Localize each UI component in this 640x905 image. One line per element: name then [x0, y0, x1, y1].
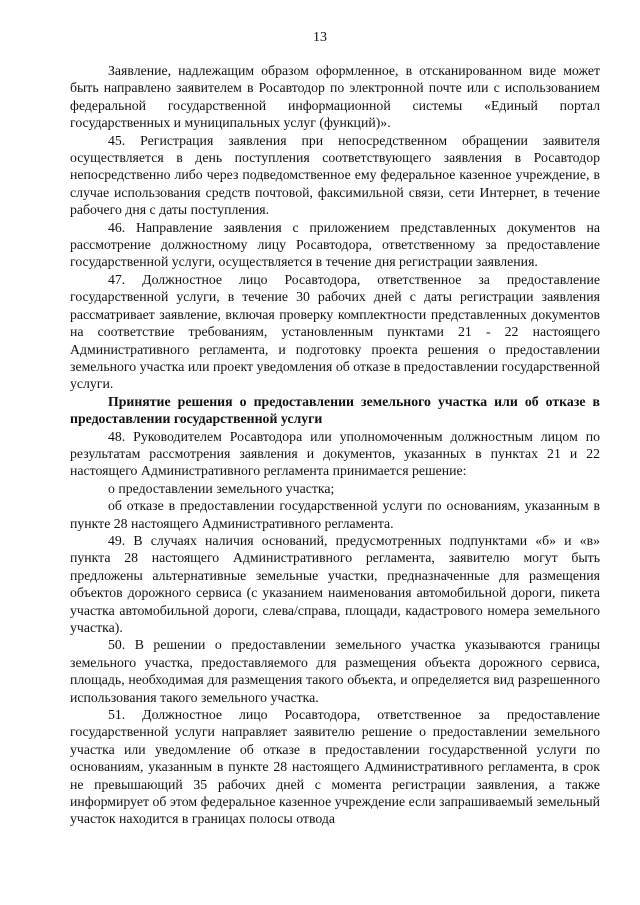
paragraph-48-decision: 48. Руководителем Росавтодора или уполномоченным должностным лицом по результатам рассмотрения заявления и документов, указанных в пунктах 21 и 22 настоящего Административного регламента принимается решение: — [70, 428, 600, 479]
paragraph-51-notification: 51. Должностное лицо Росавтодора, ответственное за предоставление государственной услуги направляет заявителю решение о предоставлении земельного участка или уведомление об отказе в предоставлении государственной услуги по основаниям, указанным в пункте 28 настоящего Административного регламента, в срок не превышающий 35 рабочих дней с момента регистрации заявления, а также информирует об этом федеральное казенное учреждение если запрашиваемый земельный участок находится в границах полосы отвода — [70, 707, 600, 827]
paragraph-application-submission: Заявление, надлежащим образом оформленное, в отсканированном виде может быть направлено заявителем в Росавтодор по электронной почте или с использованием федеральной государственной информационной системы «Единый портал государственных и муниципальных услуг (функций)». — [70, 63, 600, 131]
paragraph-50-boundaries: 50. В решении о предоставлении земельного участка указываются границы земельного участка, предоставляемого для размещения объекта дорожного сервиса, площадь, необходимая для размещения такого объекта, и определяется вид разрешенного использования такого земельного участка. — [70, 637, 600, 705]
paragraph-45-registration: 45. Регистрация заявления при непосредственном обращении заявителя осуществляется в день поступления соответствующего заявления в Росавтодор непосредственно либо через подведомственное ему федеральное казенное учреждение, в случае использования средств почтовой, факсимильной связи, сети Интернет, в течение рабочего дня с даты поступления. — [70, 132, 600, 218]
page-number: 13 — [313, 30, 327, 45]
paragraph-47-review: 47. Должностное лицо Росавтодора, ответственное за предоставление государственной услуги, в течение 30 рабочих дней с даты регистрации заявления рассматривает заявление, включая проверку комплектности представленных документов на соответствие требованиям, установленным пунктами 21 - 22 настоящего Административного регламента, и подготовку проекта решения о предоставлении земельного участка или проект уведомления об отказе в предоставлении государственной услуги. — [70, 271, 600, 392]
document-body — [70, 62, 600, 828]
section-heading: Принятие решения о предоставлении земельного участка или об отказе в предоставлении государственной услуги — [70, 393, 600, 427]
paragraph-decision-option-grant: о предоставлении земельного участка; — [108, 480, 335, 496]
paragraph-decision-option-refuse: об отказе в предоставлении государственной услуги по основаниям, указанным в пункте 28 настоящего Административного регламента. — [70, 498, 600, 531]
paragraph-49-alternatives: 49. В случаях наличия оснований, предусмотренных подпунктами «б» и «в» пункта 28 настоящего Административного регламента, заявителю могут быть предложены альтернативные земельные участки, предназначенные для размещения объектов дорожного сервиса (с указанием наименования автомобильной дороги, пикета участка автомобильной дороги, слева/справа, площади, кадастрового номера земельного участка). — [70, 532, 600, 635]
paragraph-46-referral: 46. Направление заявления с приложением представленных документов на рассмотрение должностному лицу Росавтодора, ответственному за предоставление государственной услуги, осуществляется в течение дня регистрации заявления. — [70, 219, 600, 270]
